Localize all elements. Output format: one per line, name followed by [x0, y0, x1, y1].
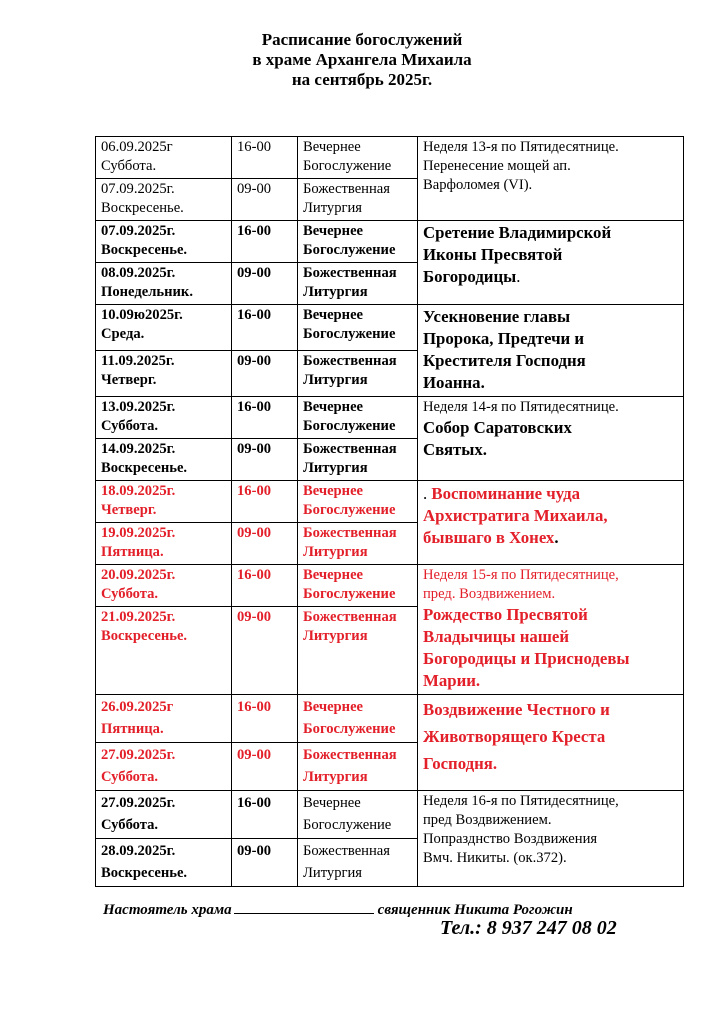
date-cell	[96, 839, 232, 887]
occasion-cell	[418, 305, 684, 397]
occasion-line: пред. Воздвижением.	[423, 586, 556, 602]
date: 10.09ю2025г.	[101, 307, 183, 323]
service-cell	[298, 221, 418, 263]
weekday: Воскресенье.	[101, 865, 188, 881]
occasion-line: Неделя 15-я по Пятидесятнице,	[423, 567, 619, 583]
date: 19.09.2025г.	[101, 525, 176, 541]
service-line: Вечернее	[303, 483, 364, 499]
occasion-line: Неделя 16-я по Пятидесятнице,	[423, 793, 619, 809]
service-line: Вечернее	[303, 699, 364, 715]
date: 26.09.2025г	[101, 699, 174, 715]
weekday: Воскресенье.	[101, 200, 184, 216]
phone-number: Тел.: 8 937 247 08 02	[440, 917, 617, 939]
date-cell	[96, 791, 232, 839]
service-line: Богослужение	[303, 817, 392, 833]
occasion-line	[423, 483, 678, 505]
date-cell	[96, 523, 232, 565]
occasion-text: Воспоминание чуда	[431, 484, 580, 503]
date-cell	[96, 263, 232, 305]
occasion-line: Неделя 14-я по Пятидесятнице.	[423, 399, 619, 415]
occasion-cell	[418, 397, 684, 481]
time-cell: 16-00	[232, 137, 298, 179]
occasion-line: Богородицы и Приснодевы	[423, 649, 630, 668]
occasion-text: Богородицы	[423, 267, 517, 286]
service-cell	[298, 397, 418, 439]
service-line: Литургия	[303, 284, 368, 300]
occasion-line: Владычицы нашей	[423, 627, 570, 646]
occasion-cell	[418, 791, 684, 887]
service-line: Божественная	[303, 609, 397, 625]
date: 27.09.2025г.	[101, 795, 176, 811]
service-line: Литургия	[303, 865, 362, 881]
schedule-table	[95, 136, 684, 887]
service-cell	[298, 439, 418, 481]
service-line: Вечернее	[303, 139, 361, 155]
title-line-2: в храме Архангела Михаила	[252, 50, 472, 69]
occasion-line: Пророка, Предтечи и	[423, 329, 585, 348]
time-cell: 09-00	[232, 439, 298, 481]
service-cell	[298, 791, 418, 839]
occasion-line: Святых.	[423, 440, 487, 459]
occasion-cell	[418, 695, 684, 791]
occasion-cell	[418, 565, 684, 695]
service-cell	[298, 305, 418, 351]
service-cell	[298, 607, 418, 695]
service-cell	[298, 695, 418, 743]
occasion-line: Сретение Владимирской	[423, 223, 612, 242]
occasion-line: Животворящего Креста	[423, 727, 606, 746]
weekday: Четверг.	[101, 502, 157, 518]
occasion-line: Вмч. Никиты. (ок.372).	[423, 850, 567, 866]
date: 07.09.2025г.	[101, 223, 176, 239]
table-row	[96, 791, 684, 839]
weekday: Пятница.	[101, 721, 164, 737]
occasion-line	[423, 527, 678, 549]
occasion-line: Усекновение главы	[423, 307, 571, 326]
service-cell	[298, 481, 418, 523]
occasion-line	[423, 266, 678, 288]
time-cell: 16-00	[232, 791, 298, 839]
occasion-lead: .	[423, 484, 432, 503]
service-line: Богослужение	[303, 586, 396, 602]
time-cell: 09-00	[232, 179, 298, 221]
service-line: Литургия	[303, 372, 368, 388]
service-cell	[298, 137, 418, 179]
occasion-period: .	[516, 267, 521, 286]
service-line: Вечернее	[303, 399, 364, 415]
table-row	[96, 221, 684, 263]
date: 08.09.2025г.	[101, 265, 176, 281]
title-line-3: на сентябрь 2025г.	[291, 70, 433, 89]
service-cell	[298, 351, 418, 397]
occasion-line: пред Воздвижением.	[423, 812, 552, 828]
date: 07.09.2025г.	[101, 181, 175, 197]
date: 11.09.2025г.	[101, 353, 175, 369]
time-cell: 16-00	[232, 305, 298, 351]
service-line: Богослужение	[303, 502, 396, 518]
signature-blank	[234, 899, 374, 914]
table-row	[96, 481, 684, 523]
service-line: Вечернее	[303, 567, 364, 583]
time-cell: 16-00	[232, 481, 298, 523]
date-cell	[96, 743, 232, 791]
service-line: Божественная	[303, 265, 397, 281]
date: 14.09.2025г.	[101, 441, 176, 457]
date-cell	[96, 179, 232, 221]
date: 06.09.2025г	[101, 139, 173, 155]
occasion-cell	[418, 137, 684, 221]
time-cell: 09-00	[232, 607, 298, 695]
service-line: Богослужение	[303, 326, 396, 342]
service-line: Божественная	[303, 353, 397, 369]
weekday: Суббота.	[101, 586, 159, 602]
service-line: Богослужение	[303, 242, 396, 258]
time-cell: 16-00	[232, 397, 298, 439]
service-line: Вечернее	[303, 795, 361, 811]
service-line: Вечернее	[303, 223, 364, 239]
occasion-line: Архистратига Михаила,	[423, 506, 608, 525]
date-cell	[96, 305, 232, 351]
rector-name: священник Никита Рогожин	[377, 902, 573, 918]
time-cell: 09-00	[232, 263, 298, 305]
weekday: Суббота.	[101, 769, 159, 785]
occasion-line: Собор Саратовских	[423, 418, 572, 437]
occasion-cell	[418, 481, 684, 565]
date-cell	[96, 137, 232, 179]
time-cell: 16-00	[232, 695, 298, 743]
occasion-line: Иоанна.	[423, 373, 485, 392]
table-row	[96, 397, 684, 439]
service-line: Богослужение	[303, 721, 396, 737]
service-line: Литургия	[303, 544, 368, 560]
title-line-1: Расписание богослужений	[261, 30, 463, 49]
occasion-line: Иконы Пресвятой	[423, 245, 563, 264]
date: 28.09.2025г.	[101, 843, 176, 859]
weekday: Воскресенье.	[101, 460, 188, 476]
weekday: Суббота.	[101, 418, 159, 434]
date-cell	[96, 351, 232, 397]
service-cell	[298, 743, 418, 791]
table-row	[96, 565, 684, 607]
time-cell: 09-00	[232, 743, 298, 791]
time-cell: 09-00	[232, 839, 298, 887]
occasion-line: Попразднство Воздвижения	[423, 831, 598, 847]
weekday: Четверг.	[101, 372, 157, 388]
occasion-line: Варфоломея (VI).	[423, 177, 533, 193]
date-cell	[96, 607, 232, 695]
service-line: Божественная	[303, 525, 397, 541]
time-cell: 16-00	[232, 565, 298, 607]
occasion-period: .	[554, 528, 559, 547]
occasion-line: Крестителя Господня	[423, 351, 586, 370]
service-cell	[298, 179, 418, 221]
date-cell	[96, 439, 232, 481]
service-line: Литургия	[303, 769, 368, 785]
service-line: Богослужение	[303, 158, 392, 174]
date-cell	[96, 565, 232, 607]
time-cell: 16-00	[232, 221, 298, 263]
table-row	[96, 137, 684, 179]
service-line: Литургия	[303, 628, 368, 644]
date-cell	[96, 221, 232, 263]
date-cell	[96, 695, 232, 743]
weekday: Воскресенье.	[101, 242, 188, 258]
service-cell	[298, 263, 418, 305]
occasion-cell	[418, 221, 684, 305]
time-cell: 09-00	[232, 523, 298, 565]
date: 27.09.2025г.	[101, 747, 176, 763]
service-line: Божественная	[303, 747, 397, 763]
rector-signature-line	[103, 899, 573, 919]
service-line: Литургия	[303, 200, 362, 216]
weekday: Понедельник.	[101, 284, 193, 300]
occasion-line: Марии.	[423, 671, 481, 690]
weekday: Среда.	[101, 326, 145, 342]
service-cell	[298, 565, 418, 607]
rector-label: Настоятель храма	[103, 902, 232, 918]
service-cell	[298, 523, 418, 565]
date: 18.09.2025г.	[101, 483, 176, 499]
service-line: Божественная	[303, 441, 397, 457]
schedule-title	[0, 30, 724, 90]
table-row	[96, 305, 684, 351]
time-cell: 09-00	[232, 351, 298, 397]
weekday: Суббота.	[101, 817, 159, 833]
date-cell	[96, 397, 232, 439]
occasion-line: Господня.	[423, 754, 498, 773]
service-line: Богослужение	[303, 418, 396, 434]
service-line: Божественная	[303, 843, 390, 859]
date: 20.09.2025г.	[101, 567, 176, 583]
occasion-line: Воздвижение Честного и	[423, 700, 610, 719]
date: 13.09.2025г.	[101, 399, 176, 415]
service-line: Вечернее	[303, 307, 364, 323]
date-cell	[96, 481, 232, 523]
weekday: Воскресенье.	[101, 628, 188, 644]
weekday: Пятница.	[101, 544, 164, 560]
occasion-line: Рождество Пресвятой	[423, 605, 588, 624]
service-line: Литургия	[303, 460, 368, 476]
date: 21.09.2025г.	[101, 609, 176, 625]
table-row	[96, 695, 684, 743]
occasion-line: Перенесение мощей ап.	[423, 158, 571, 174]
weekday: Суббота.	[101, 158, 157, 174]
service-cell	[298, 839, 418, 887]
occasion-text: бывшаго в Хонех	[423, 528, 555, 547]
occasion-line: Неделя 13-я по Пятидесятнице.	[423, 139, 619, 155]
service-line: Божественная	[303, 181, 390, 197]
